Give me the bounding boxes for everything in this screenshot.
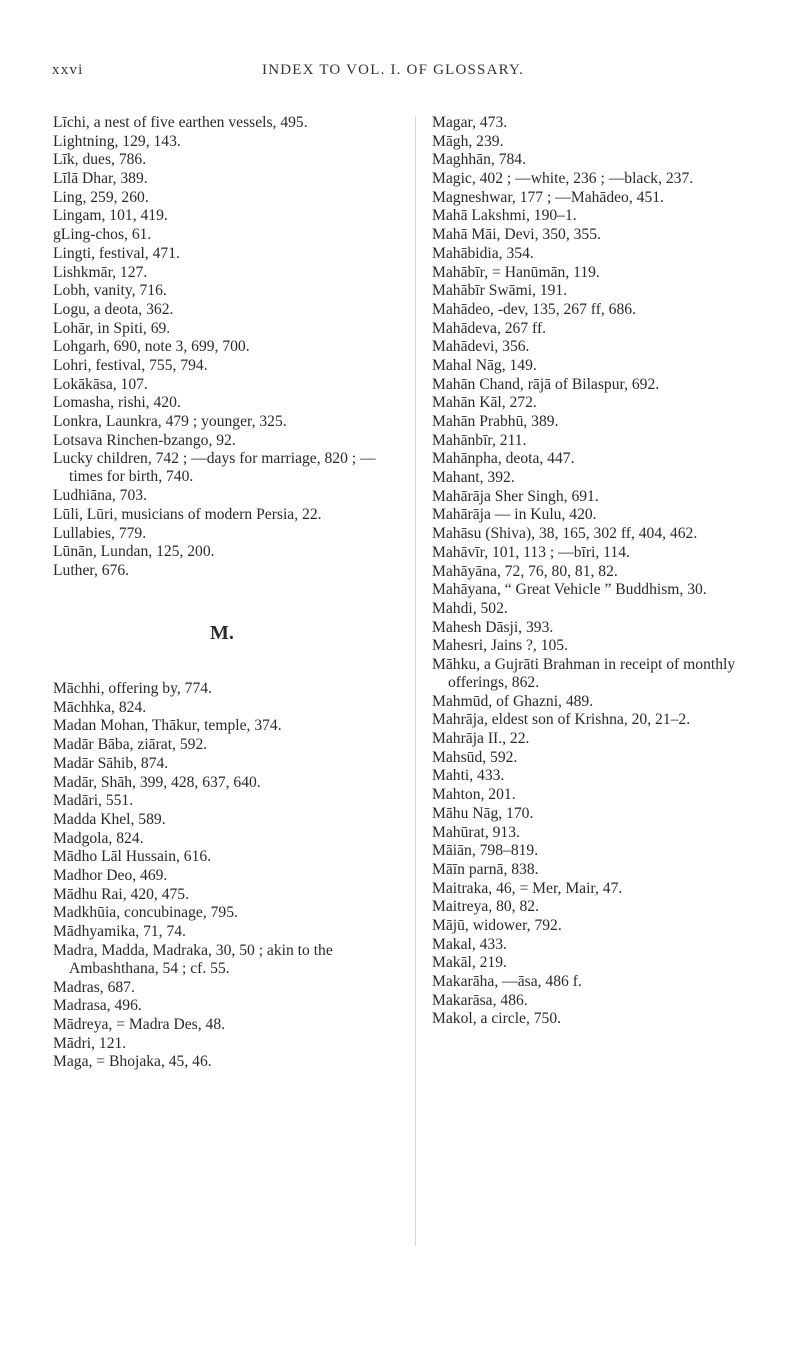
index-entry: Mahānpha, deota, 447.	[432, 450, 575, 468]
index-entry: Mahant, 392.	[432, 469, 515, 487]
index-entry: Mahān Chand, rājā of Bilaspur, 692.	[432, 375, 660, 393]
index-entry: Makāl, 219.	[432, 954, 507, 972]
index-entry: Mahmūd, of Ghazni, 489.	[432, 692, 594, 710]
index-entry: Mahesh Dāsji, 393.	[432, 618, 554, 636]
left-entries-after	[53, 680, 405, 1071]
index-entry: Madkhūia, concubinage, 795.	[53, 904, 238, 922]
index-entry: Mahābīr Swāmi, 191.	[432, 282, 568, 300]
right-column	[432, 114, 750, 1029]
index-entry: Makal, 433.	[432, 935, 507, 953]
index-entry: Mahādevi, 356.	[432, 338, 530, 356]
index-entry: Mahārāja Sher Singh, 691.	[432, 487, 599, 505]
index-entry: Mahrāja II., 22.	[432, 730, 530, 748]
index-entry: Madras, 687.	[53, 978, 135, 996]
column-divider	[415, 116, 416, 1246]
index-entry: Lokākāsa, 107.	[53, 375, 148, 393]
index-entry: Madra, Madda, Madraka, 30, 50 ; akin to the Ambashthana, 54 ; cf. 55.	[53, 941, 333, 977]
index-entry: Mādreya, = Madra Des, 48.	[53, 1015, 226, 1033]
index-entry: Ling, 259, 260.	[53, 188, 149, 206]
index-entry: Maitraka, 46, = Mer, Mair, 47.	[432, 879, 623, 897]
index-entry: Māchhi, offering by, 774.	[53, 680, 212, 698]
page-number: xxvi	[52, 62, 84, 78]
index-entry: Lucky children, 742 ; —days for marriage, 820 ; —times for birth, 740.	[53, 450, 376, 486]
index-entry: Mahānbīr, 211.	[432, 431, 527, 449]
index-entry: Mahādeva, 267 ff.	[432, 319, 547, 337]
index-entry: Madār Bāba, ziārat, 592.	[53, 736, 208, 754]
index-entry: Maitreya, 80, 82.	[432, 898, 539, 916]
index-entry: Mahesri, Jains ?, 105.	[432, 637, 568, 655]
index-entry: Māīn parnā, 838.	[432, 860, 539, 878]
section-letter: M.	[210, 622, 234, 644]
index-entry: Lullabies, 779.	[53, 524, 147, 542]
index-entry: Mahān Kāl, 272.	[432, 394, 537, 412]
left-entries-before	[53, 114, 405, 580]
index-entry: Madāri, 551.	[53, 792, 134, 810]
index-entry: Māhu Nāg, 170.	[432, 804, 534, 822]
index-entry: Mahābidia, 354.	[432, 244, 534, 262]
index-entry: Logu, a deota, 362.	[53, 300, 174, 318]
page-header	[0, 62, 800, 86]
left-column	[53, 114, 405, 1072]
index-entry: Mahāyana, “ Great Vehicle ” Buddhism, 30.	[432, 581, 707, 599]
index-entry: Lishkmār, 127.	[53, 263, 148, 281]
index-entry: Māiān, 798–819.	[432, 842, 539, 860]
index-entry: Mahti, 433.	[432, 767, 505, 785]
index-entry: Mājū, widower, 792.	[432, 916, 562, 934]
index-entry: Lūnān, Lundan, 125, 200.	[53, 543, 215, 561]
index-entry: Mahābīr, = Hanūmān, 119.	[432, 263, 600, 281]
index-entry: Lohri, festival, 755, 794.	[53, 356, 208, 374]
index-entry: Lingti, festival, 471.	[53, 244, 180, 262]
index-entry: Mahāyāna, 72, 76, 80, 81, 82.	[432, 562, 618, 580]
index-entry: Maghhān, 784.	[432, 151, 526, 169]
index-entry: Māhku, a Gujrāti Brahman in receipt of monthly offerings, 862.	[432, 655, 736, 692]
page-title: INDEX TO VOL. I. OF GLOSSARY.	[262, 62, 525, 78]
index-entry: Mahal Nāg, 149.	[432, 356, 537, 374]
index-entry: Luther, 676.	[53, 561, 130, 579]
index-entry: Maga, = Bhojaka, 45, 46.	[53, 1053, 212, 1071]
index-entry: Mahrāja, eldest son of Krishna, 20, 21–2.	[432, 711, 691, 729]
index-entry: Magic, 402 ; —white, 236 ; —black, 237.	[432, 170, 694, 188]
index-entry: Ludhiāna, 703.	[53, 487, 147, 505]
index-entry: Mahārāja — in Kulu, 420.	[432, 506, 597, 524]
index-entry: Mādho Lāl Hussain, 616.	[53, 848, 212, 866]
index-entry: Mahādeo, -dev, 135, 267 ff, 686.	[432, 300, 636, 318]
index-entry: Lohgarh, 690, note 3, 699, 700.	[53, 338, 250, 356]
index-entry: Līlā Dhar, 389.	[53, 170, 148, 188]
index-entry: Madrasa, 496.	[53, 997, 142, 1015]
index-entry: Madan Mohan, Thākur, temple, 374.	[53, 717, 282, 735]
index-entry: gLing-chos, 61.	[53, 226, 152, 244]
index-entry: Madār Sāhib, 874.	[53, 754, 169, 772]
index-entry: Māgh, 239.	[432, 132, 504, 150]
index-entry: Lobh, vanity, 716.	[53, 282, 167, 300]
index-entry: Mahān Prabhū, 389.	[432, 413, 559, 430]
index-entry: Mādhyamika, 71, 74.	[53, 923, 186, 941]
index-entry: Madār, Shāh, 399, 428, 637, 640.	[53, 773, 261, 791]
right-entries	[432, 114, 750, 1029]
index-entry: Līchi, a nest of five earthen vessels, 495.	[53, 114, 308, 131]
index-entry: Mahāvīr, 101, 113 ; —bīri, 114.	[432, 543, 630, 561]
index-entry: Madda Khel, 589.	[53, 810, 166, 828]
index-entry: Mahton, 201.	[432, 786, 516, 804]
index-entry: Mādhu Rai, 420, 475.	[53, 885, 190, 903]
index-entry: Mahā Māi, Devi, 350, 355.	[432, 226, 601, 244]
index-entry: Mahūrat, 913.	[432, 823, 520, 841]
index-entry: Lotsava Rinchen-bzango, 92.	[53, 431, 236, 449]
index-entry: Lohār, in Spiti, 69.	[53, 319, 171, 337]
index-entry: Magar, 473.	[432, 114, 508, 131]
index-entry: Madhor Deo, 469.	[53, 866, 168, 884]
index-entry: Madgola, 824.	[53, 829, 144, 847]
index-entry: Lomasha, rishi, 420.	[53, 394, 181, 412]
index-entry: Lingam, 101, 419.	[53, 207, 168, 225]
index-entry: Mahāsu (Shiva), 38, 165, 302 ff, 404, 462.	[432, 525, 698, 543]
index-entry: Mādri, 121.	[53, 1034, 127, 1052]
index-entry: Magneshwar, 177 ; —Mahādeo, 451.	[432, 188, 664, 206]
index-entry: Mahdi, 502.	[432, 599, 508, 617]
index-entry: Māchhka, 824.	[53, 698, 147, 716]
index-entry: Līk, dues, 786.	[53, 151, 147, 169]
index-entry: Makol, a circle, 750.	[432, 1010, 562, 1028]
index-entry: Makarāha, —āsa, 486 f.	[432, 973, 582, 991]
index-entry: Lonkra, Launkra, 479 ; younger, 325.	[53, 413, 287, 430]
index-entry: Mahā Lakshmi, 190–1.	[432, 207, 577, 225]
index-entry: Makarāsa, 486.	[432, 991, 528, 1009]
index-entry: Lightning, 129, 143.	[53, 132, 181, 150]
index-entry: Mahsūd, 592.	[432, 748, 518, 766]
index-entry: Lūli, Lūri, musicians of modern Persia, 22.	[53, 505, 322, 523]
